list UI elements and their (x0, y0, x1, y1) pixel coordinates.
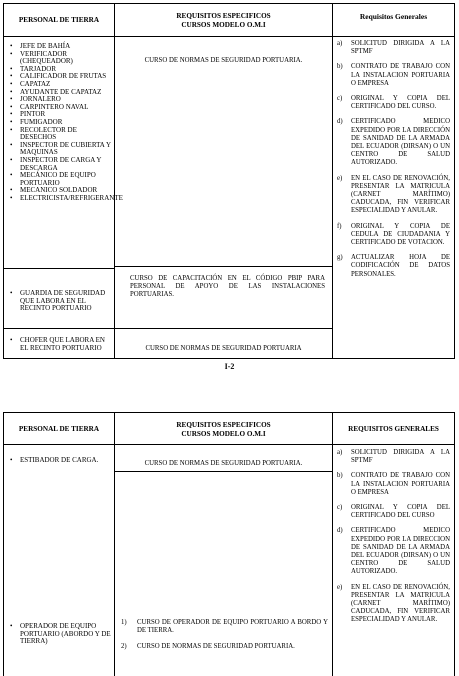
especificos-column (115, 4, 333, 358)
item-text: CERTIFICADO MEDICO EXPEDIDO POR LA DIRECCIÓN DE SANIDAD DE LA ARMADA DEL ECUADOR (DIRSAN) O UN CENTRO DE SALUD AUTORIZADO. (351, 118, 450, 167)
item-marker: e) (337, 583, 343, 591)
item-text: ORIGINAL Y COPIA DEL CERTIFICADO DEL CURSO (351, 504, 450, 520)
header-generales: REQUISITOS GENERALES (333, 413, 454, 445)
item-marker: 2) (121, 643, 127, 651)
personal-item: • CHOFER QUE LABORA EN EL RECINTO PORTUARIO (10, 337, 114, 352)
personal-cell-1 (4, 457, 114, 489)
requisito-general-item (337, 254, 450, 279)
curso-cell-1: CURSO DE NORMAS DE SEGURIDAD PORTUARIA. (144, 57, 303, 64)
requisito-general-item (337, 118, 450, 167)
especificos-column (115, 413, 333, 676)
header-especificos: REQUISITOS ESPECIFICOS CURSOS MODELO O.M.I (115, 413, 332, 445)
curso-item (119, 619, 328, 635)
item-text: CURSO DE NORMAS DE SEGURIDAD PORTUARIA. (137, 643, 295, 651)
personal-item: • INSPECTOR DE CARGA Y DESCARGA (10, 157, 114, 172)
header-personal: PERSONAL DE TIERRA (4, 4, 114, 37)
personal-item: • JORNALERO (10, 96, 114, 104)
item-marker: c) (337, 504, 343, 512)
personal-item: • MECÁNICO DE EQUIPO PORTUARIO (10, 172, 114, 187)
curso-cell-1: CURSO DE NORMAS DE SEGURIDAD PORTUARIA. (115, 445, 332, 472)
item-text: SOLICITUD DIRIGIDA A LA SPTMF (351, 449, 450, 465)
page-number: I-2 (224, 362, 235, 371)
personal-item: • MECANICO SOLDADOR (10, 187, 114, 195)
item-marker: c) (337, 95, 343, 103)
personal-cell-2 (4, 623, 114, 646)
item-text: CURSO DE OPERADOR DE EQUIPO PORTUARIO A BORDO Y DE TIERRA. (137, 619, 328, 635)
item-marker: b) (337, 472, 343, 480)
cursos-list (115, 619, 332, 652)
item-marker: b) (337, 63, 343, 71)
personal-list (4, 457, 114, 465)
personal-item: • JEFE DE BAHÍA (10, 43, 114, 51)
requirements-table-1 (3, 3, 455, 359)
requisito-general-item (337, 527, 450, 576)
header-generales: Requisitos Generales (333, 4, 454, 37)
personal-item: • CALIFICADOR DE FRUTAS (10, 73, 114, 81)
personal-item: • AYUDANTE DE CAPATAZ (10, 89, 114, 97)
item-marker: a) (337, 40, 343, 47)
curso-cell-2 (115, 619, 332, 660)
curso-cell-3: CURSO DE NORMAS DE SEGURIDAD PORTUARIA (115, 328, 332, 360)
item-text: ORIGINAL Y COPIA DEL CERTIFICADO DEL CURSO. (351, 95, 450, 111)
item-marker: d) (337, 527, 343, 535)
generales-column (333, 4, 454, 358)
item-text: CONTRATO DE TRABAJO CON LA INSTALACION PORTUARIA O EMPRESA (351, 63, 450, 87)
header-especificos: REQUISITOS ESPECIFICOS CURSOS MODELO O.M.I (115, 4, 332, 37)
item-marker: 1) (121, 619, 127, 626)
personal-list (4, 42, 123, 202)
personal-item: • FUMIGADOR (10, 119, 114, 127)
item-text: ACTUALIZAR HOJA DE CODIFICACIÓN DE DATOS PERSONALES. (351, 254, 450, 278)
requisito-general-item (337, 584, 450, 625)
generales-cell (333, 40, 454, 286)
personal-list (4, 290, 114, 313)
personal-cell-3 (4, 328, 114, 360)
item-marker: g) (337, 254, 343, 262)
requisito-general-item (337, 63, 450, 88)
requisito-general-item (337, 175, 450, 216)
item-text: SOLICITUD DIRIGIDA A LA SPTMF (351, 40, 450, 56)
personal-list (4, 337, 114, 352)
requisito-general-item (337, 40, 450, 56)
requisito-general-item (337, 223, 450, 248)
item-marker: a) (337, 449, 343, 456)
curso-item (119, 643, 328, 651)
item-text: CERTIFICADO MEDICO EXPEDIDO POR LA DIRECCION DE SANIDAD DE LA ARMADA DEL ECUADOR (DIRSAN) O UN CENTRO DE SALUD AUTORIZADO. (351, 527, 450, 576)
personal-item: • PINTOR (10, 111, 114, 119)
header-personal: PERSONAL DE TIERRA (4, 413, 114, 445)
generales-list (333, 40, 454, 279)
personal-item: • TARJADOR (10, 66, 114, 74)
personal-item: • ELECTRICISTA/REFRIGERANTE (10, 195, 114, 203)
item-text: EN EL CASO DE RENOVACIÓN, PRESENTAR LA MATRICULA (CARNET MARÍTIMO) CADUCADA, FIN VERIFICAR ESPECIALIDAD Y ANULAR. (351, 174, 450, 215)
item-text: EN EL CASO DE RENOVACIÓN, PRESENTAR LA MATRICULA (CARNET MARÍTIMO) CADUCADA, FIN VERIFICAR ESPECIALIDAD Y ANULAR. (351, 583, 450, 624)
personal-item: • RECOLECTOR DE DESECHOS (10, 127, 114, 142)
personal-item: • CARPINTERO NAVAL (10, 104, 114, 112)
personal-item: • GUARDIA DE SEGURIDAD QUE LABORA EN EL RECINTO PORTUARIO (10, 290, 114, 313)
requisito-general-item (337, 504, 450, 520)
item-marker: e) (337, 174, 343, 182)
requisito-general-item (337, 449, 450, 465)
item-text: ORIGINAL Y COPIA DE CEDULA DE CIUDADANIA Y CERTIFICADO DE VOTACION. (351, 222, 450, 247)
personal-cell-1 (4, 42, 123, 265)
requisito-general-item (337, 95, 450, 111)
curso-cell-2: CURSO DE CAPACITACIÓN EN EL CÓDIGO PBIP PARA PERSONAL DE APOYO DE LAS INSTALACIONES PORTUARIAS. (115, 266, 332, 328)
personal-cell-2 (4, 268, 114, 328)
personal-item: • ESTIBADOR DE CARGA. (10, 457, 114, 465)
item-text: CONTRATO DE TRABAJO CON LA INSTALACION PORTUARIA O EMPRESA (351, 472, 450, 496)
personal-item: • CAPATAZ (10, 81, 114, 89)
generales-cell (333, 449, 454, 632)
personal-list (4, 623, 114, 646)
item-marker: d) (337, 118, 343, 126)
requisito-general-item (337, 472, 450, 497)
item-marker: f) (337, 222, 342, 230)
personal-column (4, 413, 115, 676)
personal-column (4, 4, 123, 358)
generales-list (333, 449, 454, 625)
personal-item: • OPERADOR DE EQUIPO PORTUARIO (ABORDO Y DE TIERRA) (10, 623, 114, 646)
personal-item: • INSPECTOR DE CUBIERTA Y MAQUINAS (10, 142, 114, 157)
requirements-table-2 (3, 412, 455, 676)
generales-column (333, 413, 454, 676)
personal-item: • VERIFICADOR (CHEQUEADOR) (10, 51, 114, 66)
